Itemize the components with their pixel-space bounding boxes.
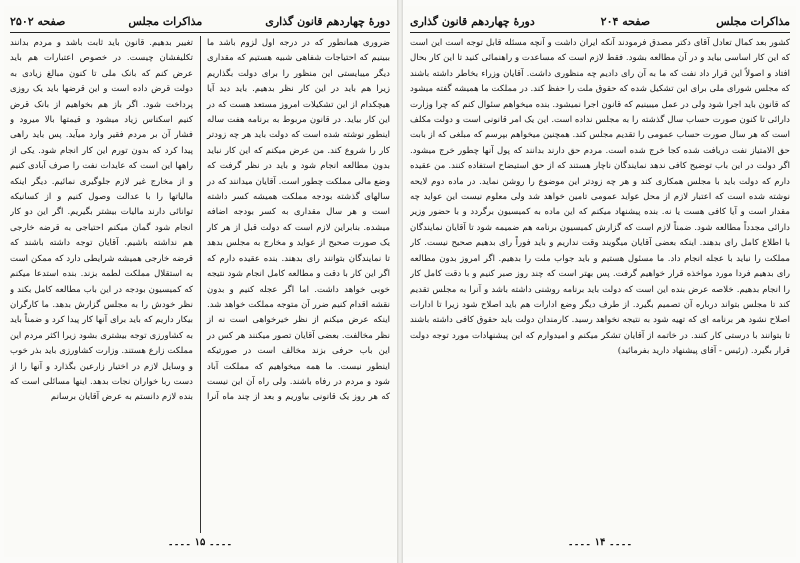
right-page-header xyxy=(410,10,790,33)
left-page xyxy=(4,6,396,557)
right-page-body-text: کشور بعد کمال تعادل آقای دکتر مصدق فرمودند آنکه ایران داشت و آنچه مسئله قابل توجه است این است که این کار اساسی بیاید و در آن مطالعه بشود. فقط لازم است که مساعدت و راهنمائی کنید تا این کار بحال افتاد و اصولاً این قرار داد نفت که ما به آن رای دادیم چه منظوری داشت. آقایان وزراء بخاطر داشته باشند که مجلس شورای ملی برای این تشکیل شده که حقوق ملت را حفظ کند. در مملکت ما همیشه گفته میشود که قانون باید اجرا شود ولی در عمل میبینیم که قانون اجرا نمیشود. بنده میخواهم سئوال کنم که چرا وزارت دارائی تا کنون صورت حساب سال گذشته را به مجلس نداده است. این یک امر قانونی است و دولت مکلف است که هر سال صورت حساب عمومی را تقدیم مجلس کند. همچنین میخواهم بپرسم که مبلغی که از بابت حق الامتیاز نفت دریافت شده کجا خرج شده است. مردم حق دارند بدانند که پول آنها چطور خرج میشود. اگر دولت در این باب توضیح کافی ندهد نمایندگان ناچار هستند که از حق استیضاح استفاده کنند. من عقیده دارم که دولت باید با مجلس همکاری کند و هر چه زودتر این موضوع را روشن نماید. در ماده دوم لایحه نوشته شده است که اعتبار لازم از محل عواید عمومی تامین خواهد شد ولی معلوم نیست این عواید چه مقدار است و آیا کافی هست یا نه. بنده پیشنهاد میکنم که این ماده به کمیسیون برگردد و با حضور وزیر دارائی مجدداً مطالعه شود. ضمناً لازم است که گزارش کمیسیون برنامه هم ضمیمه شود تا آقایان نمایندگان با اطلاع کامل رای بدهند. اینکه بعضی آقایان میگویند وقت نداریم و باید فوراً رای بدهیم صحیح نیست. کار مملکت را نباید با عجله انجام داد. ما مسئول هستیم و باید جواب ملت را بدهیم. اگر امروز بدون مطالعه رای بدهیم فردا مورد مواخذه قرار خواهیم گرفت. پس بهتر است که چند روز صبر کنیم و با دقت کامل کار را انجام بدهیم. خلاصه عرض بنده این است که دولت باید برنامه روشنی داشته باشد و آنرا به مجلس تقدیم کند تا مجلس بتواند درباره آن تصمیم بگیرد. از طرف دیگر وضع ادارات هم باید اصلاح شود زیرا تا ادارات اصلاح نشود هر برنامه ای که تهیه شود به نتیجه نخواهد رسید. کارمندان دولت باید حقوق کافی داشته باشند تا بتوانند با درستی کار کنند. در خاتمه از آقایان تشکر میکنم و امیدوارم که این پیشنهادات مورد توجه دولت قرار بگیرد. (رئیس - آقای پیشنهاد دارید بفرمائید) xyxy=(410,38,790,357)
right-page-series: دورهٔ چهاردهم قانون گذاری xyxy=(410,14,535,28)
book-gutter xyxy=(397,0,403,563)
left-page-header xyxy=(10,10,390,33)
right-page xyxy=(404,6,796,557)
right-page-number-label: صفحه ۲۰۴ xyxy=(600,14,651,28)
right-page-title: مذاکرات مجلس xyxy=(716,14,790,28)
left-page-body-text: ضروری همانطور که در درجه اول لزوم باشد ما ببینیم که احتیاجات شفاهی شبیه هستیم که مقداری دیگر میبایستی این منظور را برای دولت بگذاریم زیرا هم باید در این کار نظر بدهیم. باید دید آیا هیچکدام از این تشکیلات امروز مستعد هست که در این کار بیاید. در قانون مربوط به برنامه هفت ساله اینطور نوشته شده است که دولت باید هر چه زودتر کار را شروع کند. من عرض میکنم که این کار نباید بدون مطالعه انجام شود و باید در نظر گرفت که وضع مالی مملکت چطور است. آقایان میدانند که در سالهای گذشته بودجه مملکت همیشه کسر داشته است و هر سال مقداری به کسر بودجه اضافه میشده. بنابراین لازم است که دولت قبل از هر کار یک صورت صحیح از عواید و مخارج به مجلس بدهد تا نمایندگان بتوانند رای بدهند. بنده عقیده دارم که اگر این کار با دقت و مطالعه کامل انجام شود نتیجه خوبی خواهد داشت. اما اگر عجله کنیم و بدون نقشه اقدام کنیم ضرر آن متوجه مملکت خواهد شد. اینکه عرض میکنم از نظر خیرخواهی است نه از نظر مخالفت. بعضی آقایان تصور میکنند هر کس در این باب حرفی بزند مخالف است در صورتیکه اینطور نیست. ما همه میخواهیم که مملکت آباد شود و مردم در رفاه باشند. ولی راه آن این نیست که هر روز یک قانونی بیاوریم و بعد از چند ماه آنرا تغییر بدهیم. قانون باید ثابت باشد و مردم بدانند تکلیفشان چیست. در خصوص اعتبارات هم باید عرض کنم که بانک ملی تا کنون مبالغ زیادی به دولت قرض داده است و این قرضها باید یک روزی پرداخت شود. اگر باز هم بخواهیم از بانک قرض کنیم اسکناس زیاد میشود و قیمتها بالا میرود و فشار آن بر مردم فقیر وارد میآید. پس باید راهی پیدا کرد که بدون تورم این کار انجام شود. یکی از راهها این است که عایدات نفت را صرف آبادی کنیم و از مخارج غیر لازم جلوگیری نمائیم. دیگر اینکه مالیاتها را با عدالت وصول کنیم و از کسانیکه توانائی دارند مالیات بیشتر بگیریم. اگر این دو کار انجام شود گمان میکنم احتیاجی به قرضه خارجی هم نداشته باشیم. آقایان توجه داشته باشند که قرضه خارجی همیشه شرایطی دارد که ممکن است به استقلال مملکت لطمه بزند. بنده استدعا میکنم که کمیسیون بودجه در این باب مطالعه کامل بکند و نظر خودش را به مجلس گزارش بدهد. ما کارگران بیکار داریم که باید برای آنها کار پیدا کرد و ضمناً باید به کشاورزی توجه بیشتری بشود زیرا اکثر مردم این مملکت زارع هستند. وزارت کشاورزی باید بذر خوب و وسایل لازم در اختیار زارعین بگذارد و آنها را از دست ربا خواران نجات بدهد. اینها مسائلی است که بنده لازم دانستم به عرض آقایان برسانم xyxy=(10,38,390,403)
left-page-number-label: صفحه ۲۵۰۲ xyxy=(10,14,66,28)
left-page-footer: ۔۔۔۔ ۱۵ ۔۔۔۔ xyxy=(167,537,233,548)
right-page-footer: ۔۔۔۔ ۱۴ ۔۔۔۔ xyxy=(567,537,633,548)
left-page-title: مذاکرات مجلس xyxy=(128,14,203,28)
left-page-series: دورهٔ چهاردهم قانون گذاری xyxy=(265,14,390,28)
